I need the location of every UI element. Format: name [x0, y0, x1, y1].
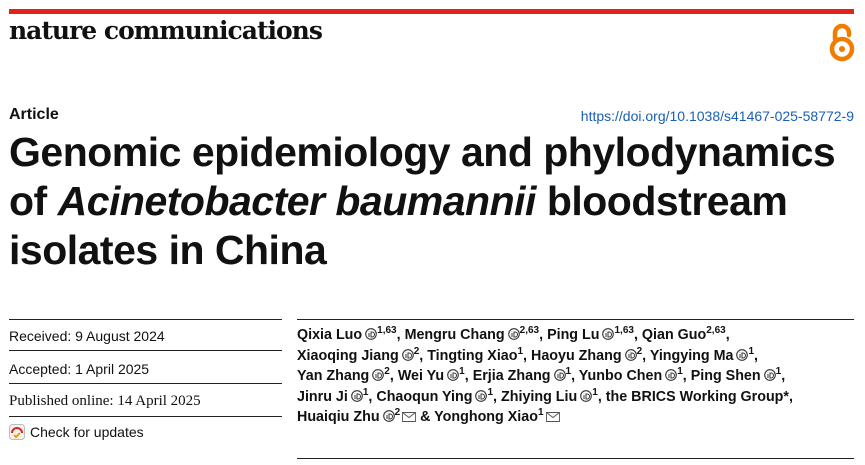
affiliation-number: 2	[394, 407, 401, 419]
author-name[interactable]: Tingting Xiao	[427, 347, 518, 364]
doi-link[interactable]: https://doi.org/10.1038/s41467-025-58772-9	[580, 108, 854, 124]
author-name[interactable]: Yingying Ma	[649, 347, 734, 364]
author-separator: ,	[419, 347, 428, 364]
author-name[interactable]: Qixia Luo	[297, 327, 363, 343]
author-separator: ,	[571, 368, 579, 384]
affiliation-number: 2	[636, 345, 643, 357]
author-separator: ,	[396, 327, 405, 343]
author-list	[297, 325, 852, 428]
author-name[interactable]: Jinru Ji	[297, 388, 348, 405]
affiliation-number: 1	[362, 386, 369, 398]
affiliation-number: 1	[537, 407, 544, 419]
affiliation-number: 1,63	[614, 325, 634, 337]
journal-name[interactable]: nature communications	[9, 16, 322, 45]
open-access-icon	[826, 22, 858, 62]
author-name[interactable]: Mengru Chang	[404, 327, 505, 343]
affiliation-number: 2,63	[706, 325, 726, 337]
title-part-2: bloodstream isolates in China	[9, 178, 788, 273]
accepted-date: Accepted: 1 April 2025	[9, 361, 150, 377]
title-part-1: Genomic epidemiology and phylodynamics of	[9, 129, 836, 224]
author-separator: ,	[389, 368, 398, 384]
author-name[interactable]: Yonghong Xiao	[434, 409, 538, 425]
email-icon[interactable]	[402, 412, 416, 422]
author-name[interactable]: Erjia Zhang	[472, 368, 551, 384]
affiliation-number: 1	[487, 386, 494, 398]
author-line	[297, 366, 852, 387]
author-name[interactable]: Yunbo Chen	[578, 368, 663, 384]
published-date: Published online: 14 April 2025	[9, 393, 201, 409]
author-name[interactable]: Haoyu Zhang	[531, 347, 622, 364]
affiliation-number: 1	[592, 386, 598, 398]
author-name[interactable]: Ping Lu	[547, 327, 600, 343]
article-type: Article	[9, 106, 59, 123]
affiliation-number: 1	[517, 345, 524, 357]
author-name[interactable]: Wei Yu	[397, 368, 445, 384]
orcid-icon[interactable]	[602, 328, 614, 340]
affiliation-number: 2,63	[519, 325, 540, 337]
check-for-updates-label: Check for updates	[30, 424, 144, 440]
email-icon[interactable]	[546, 412, 560, 422]
dates-divider	[9, 350, 282, 351]
author-line	[297, 407, 852, 428]
orcid-icon[interactable]	[365, 328, 377, 340]
check-updates-icon	[9, 424, 25, 440]
author-separator: ,	[725, 327, 730, 343]
author-line	[297, 325, 852, 346]
author-name[interactable]: Huaiqiu Zhu	[297, 409, 380, 425]
author-separator: ,	[597, 388, 606, 405]
authors-divider-bottom	[297, 458, 854, 459]
author-name[interactable]: Ping Shen	[690, 368, 761, 384]
journal-accent-bar	[9, 9, 854, 14]
orcid-icon[interactable]	[554, 369, 566, 381]
author-separator: ,	[633, 327, 642, 343]
orcid-icon[interactable]	[580, 390, 592, 402]
affiliation-number: 1	[565, 366, 572, 378]
orcid-icon[interactable]	[475, 390, 487, 402]
author-separator: ,	[523, 347, 531, 364]
orcid-icon[interactable]	[402, 349, 414, 361]
author-separator: ,	[642, 347, 650, 364]
orcid-icon[interactable]	[372, 369, 384, 381]
author-separator: ,	[368, 388, 377, 405]
page-title	[9, 128, 854, 275]
orcid-icon[interactable]	[764, 369, 776, 381]
author-name[interactable]: Qian Guo	[641, 327, 707, 343]
dates-divider	[9, 383, 282, 384]
affiliation-number: 2	[413, 345, 420, 357]
affiliation-number: 1	[459, 366, 465, 378]
author-separator: ,	[493, 388, 501, 405]
orcid-icon[interactable]	[508, 328, 520, 340]
authors-divider-top	[297, 319, 854, 320]
affiliation-number: 1	[748, 345, 755, 357]
affiliation-number: 1	[677, 366, 683, 378]
author-separator: ,	[754, 347, 759, 364]
author-line	[297, 387, 852, 408]
author-name[interactable]: Xiaoqing Jiang	[297, 347, 399, 364]
author-name[interactable]: Chaoqun Ying	[376, 388, 473, 405]
affiliation-number: 2	[384, 366, 390, 378]
dates-divider	[9, 416, 282, 417]
orcid-icon[interactable]	[351, 390, 363, 402]
orcid-icon[interactable]	[625, 349, 637, 361]
orcid-icon[interactable]	[383, 410, 395, 422]
received-date: Received: 9 August 2024	[9, 328, 165, 344]
author-name[interactable]: Yan Zhang	[297, 368, 370, 384]
author-separator: ,	[682, 368, 691, 384]
orcid-icon[interactable]	[447, 369, 459, 381]
author-separator: ,	[781, 368, 786, 384]
author-separator: ,	[464, 368, 473, 384]
affiliation-number: 1	[775, 366, 782, 378]
orcid-icon[interactable]	[665, 369, 677, 381]
affiliation-number: 1,63	[377, 325, 397, 337]
author-separator: ,	[539, 327, 548, 343]
author-line	[297, 346, 852, 367]
title-species: Acinetobacter baumannii	[57, 178, 536, 224]
author-name[interactable]: the BRICS Working Group*	[605, 388, 789, 405]
dates-divider-top	[9, 319, 282, 320]
check-for-updates-button[interactable]	[9, 424, 144, 440]
orcid-icon[interactable]	[736, 349, 748, 361]
author-separator: ,	[788, 388, 793, 405]
author-name[interactable]: Zhiying Liu	[501, 388, 578, 405]
author-separator: &	[416, 409, 435, 425]
